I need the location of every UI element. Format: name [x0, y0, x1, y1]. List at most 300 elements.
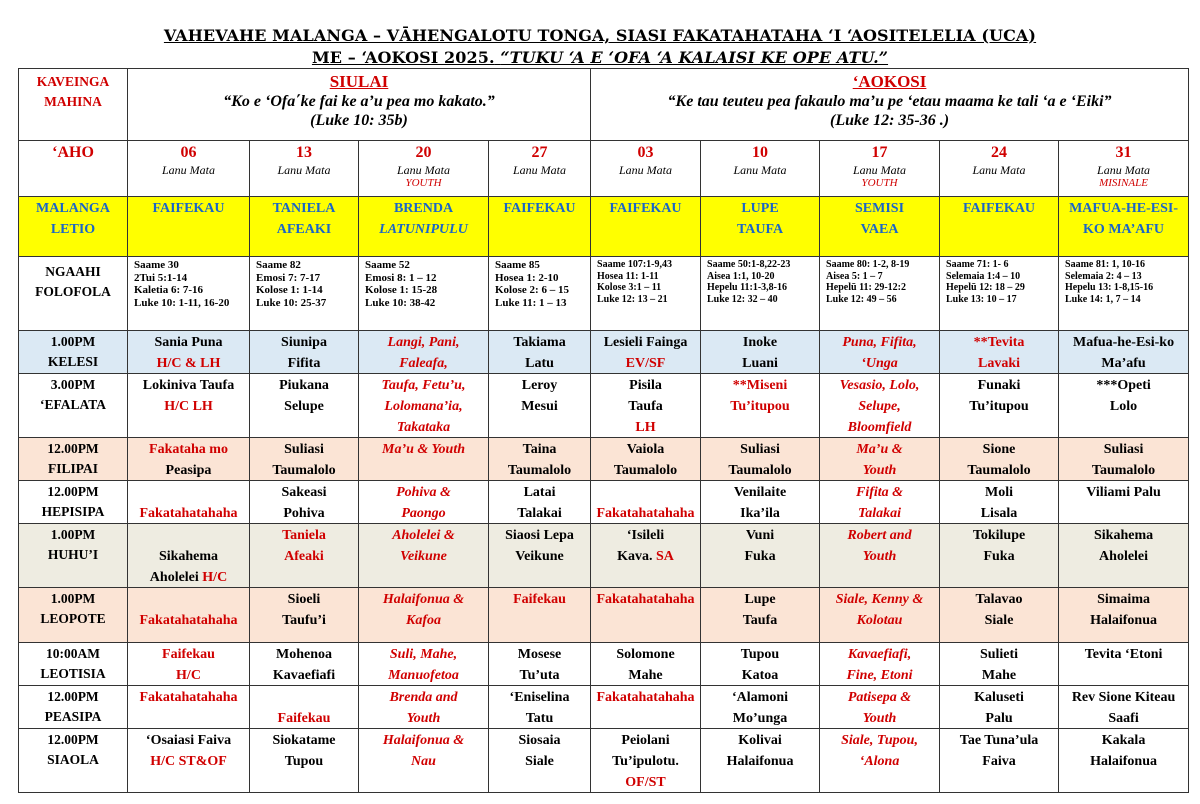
- assignment-cell: [359, 686, 489, 729]
- congregation-name: LEOPOTE: [40, 611, 106, 626]
- assignment-line: H/C ST&OF: [150, 754, 227, 769]
- assignment-line: Siaosi Lepa: [505, 528, 574, 543]
- assignment-line: [250, 686, 358, 707]
- preacher-name-line: BRENDA: [393, 201, 454, 216]
- assignment-line: Takiama: [513, 335, 566, 350]
- assignment-line: Veikune: [400, 549, 447, 564]
- preacher-name-line: FAIFEKAU: [609, 201, 682, 216]
- assignment-line: H/C LH: [164, 399, 213, 414]
- assignment-line: Bloomfield: [847, 420, 912, 435]
- assignment-line: Fakatahatahaha: [139, 613, 238, 628]
- assignment-cell: [940, 481, 1059, 524]
- date-liturgical-colour: Lanu Mata: [396, 163, 450, 177]
- assignment-line: Lisala: [980, 506, 1018, 521]
- assignment-line: Sania Puna: [154, 335, 223, 350]
- assignment-line: Lavaki: [978, 356, 1021, 371]
- assignment-line: Tu’ipulotu.: [612, 754, 679, 769]
- assignment-line: **Tevita: [973, 335, 1025, 350]
- assignment-line: Faifekau: [162, 647, 215, 662]
- assignment-cell: [359, 481, 489, 524]
- assignment-line: Youth: [406, 711, 441, 726]
- assignment-cell: [128, 438, 250, 481]
- assignment-cell: [940, 524, 1059, 588]
- assignment-line: Vuni: [745, 528, 775, 543]
- month-july-cell: [128, 69, 591, 141]
- assignment-cell: [489, 588, 591, 643]
- assignment-line: Kakala: [1101, 733, 1146, 748]
- scripture-readings: Saame 50:1-8,22-23 Aisea 1:1, 10-20 Hepelu 11:1-3,8-16 Luke 12: 32 – 40: [707, 259, 791, 305]
- month-august-cell: [591, 69, 1189, 141]
- month-row: [19, 69, 1189, 141]
- date-liturgical-colour: Lanu Mata: [733, 163, 787, 177]
- date-liturgical-colour: Lanu Mata: [619, 163, 673, 177]
- assignment-line: OF/ST: [625, 775, 666, 790]
- assignment-line: H/C & LH: [156, 356, 221, 371]
- assignment-line: Mo’unga: [732, 711, 788, 726]
- preacher-name-line: LUPE: [741, 201, 779, 216]
- assignment-line: [591, 481, 700, 502]
- month-name: SIULAI: [329, 72, 389, 91]
- assignment-line: [128, 524, 249, 545]
- service-time: 12.00PM: [47, 441, 99, 456]
- assignment-cell: [128, 481, 250, 524]
- assignment-line: Vaiola: [626, 442, 665, 457]
- assignment-line: Faiva: [982, 754, 1016, 769]
- congregation-row: [19, 374, 1189, 438]
- preacher-name-line: MAFUA-HE-ESI-: [1069, 201, 1178, 216]
- assignment-line: [128, 566, 249, 587]
- scripture-readings: Saame 85 Hosea 1: 2-10 Kolose 2: 6 – 15 Luke 11: 1 – 13: [495, 259, 569, 309]
- preacher-cell: [128, 197, 250, 257]
- congregation-name: ‘EFALATA: [40, 397, 106, 412]
- date-cell: [940, 141, 1059, 197]
- assignment-cell: [820, 331, 940, 374]
- assignment-cell: [820, 374, 940, 438]
- assignment-cell: [489, 481, 591, 524]
- assignment-line: Suli, Mahe,: [389, 647, 458, 662]
- assignment-cell: [250, 374, 359, 438]
- date-liturgical-colour: Lanu Mata: [513, 163, 567, 177]
- preacher-cell: [940, 197, 1059, 257]
- assignment-line: Moli: [985, 485, 1014, 500]
- date-liturgical-colour: Lanu Mata: [277, 163, 331, 177]
- assignment-line: Mafua-he-Esi-ko: [1072, 335, 1175, 350]
- assignment-line: ‘Alona: [859, 754, 900, 769]
- assignment-line: Solomone: [616, 647, 675, 662]
- assignment-line: Tae Tuna’ula: [959, 733, 1039, 748]
- month-theme-quote: “Ke tau teuteu pea fakaulo ma’u pe ‘etau maama ke tali ‘a e ‘Eiki”: [667, 93, 1112, 110]
- date-number: 20: [415, 144, 432, 161]
- assignment-cell: [1059, 331, 1189, 374]
- date-number: 27: [531, 144, 548, 161]
- assignment-line: Taumalolo: [728, 463, 792, 478]
- assignment-line: Taumalolo: [507, 463, 572, 478]
- preacher-name-line: AFEAKI: [276, 222, 332, 237]
- date-liturgical-colour: Lanu Mata: [853, 163, 907, 177]
- assignment-cell: [820, 524, 940, 588]
- assignment-line: Mesui: [521, 399, 558, 414]
- assignment-line: Tu’uta: [519, 668, 560, 683]
- assignment-line: Siunipa: [281, 335, 327, 350]
- month-name: ‘AOKOSI: [852, 72, 927, 91]
- assignment-cell: [591, 524, 701, 588]
- assignment-cell: [489, 643, 591, 686]
- preacher-name-line: KO MA’AFU: [1083, 222, 1165, 237]
- assignment-line: Aholelei: [1099, 549, 1149, 564]
- assignment-line: Sikahema: [158, 549, 219, 564]
- assignment-cell: [820, 729, 940, 793]
- date-number: 31: [1115, 144, 1132, 161]
- scripture-readings: Saame 71: 1- 6 Selemaia 1:4 – 10 Hepelū 12: 18 – 29 Luke 13: 10 – 17: [946, 259, 1025, 305]
- scripture-readings: Saame 81: 1, 10-16 Selemaia 2: 4 – 13 Hepelu 13: 1-8,15-16 Luke 14: 1, 7 – 14: [1065, 259, 1154, 305]
- assignment-line: [128, 588, 249, 609]
- assignment-cell: [489, 438, 591, 481]
- preacher-name-line: FAIFEKAU: [962, 201, 1036, 216]
- assignment-line: Taumalolo: [1091, 463, 1156, 478]
- assignment-cell: [591, 643, 701, 686]
- assignment-line: Kavaefiafi: [272, 668, 336, 683]
- assignment-line: Nau: [411, 754, 436, 769]
- scripture-readings: Saame 82 Emosi 7: 7-17 Kolose 1: 1-14 Luke 10: 25-37: [256, 259, 327, 309]
- assignment-line: ***Opeti: [1096, 378, 1151, 393]
- assignment-line: Siale, Tupou,: [841, 733, 918, 748]
- assignment-cell: [591, 588, 701, 643]
- scripture-readings: Saame 30 2Tui 5:1-14 Kaletia 6: 7-16 Luke 10: 1-11, 16-20: [134, 259, 230, 309]
- assignment-line: Mohenoa: [276, 647, 332, 662]
- assignment-line: LH: [635, 420, 656, 435]
- readings-cell: [250, 257, 359, 331]
- assignment-line: Suliasi: [740, 442, 780, 457]
- assignment-line: EV/SF: [625, 356, 666, 371]
- assignment-line: Brenda and: [389, 690, 458, 705]
- preacher-label-cell: [19, 197, 128, 257]
- assignment-cell: [701, 686, 820, 729]
- assignment-line: Lolo: [1109, 399, 1138, 414]
- assignment-cell: [940, 331, 1059, 374]
- assignment-line: H/C: [176, 668, 201, 683]
- assignment-line: Taufu’i: [282, 613, 326, 628]
- congregation-label-cell: [19, 438, 128, 481]
- assignment-line: [128, 481, 249, 502]
- preacher-cell: [489, 197, 591, 257]
- month-theme-ref: (Luke 10: 35b): [310, 112, 408, 129]
- congregation-row: [19, 686, 1189, 729]
- assignment-line: Peasipa: [165, 463, 212, 478]
- preacher-cell: [701, 197, 820, 257]
- assignment-line: Fuka: [744, 549, 776, 564]
- assignment-cell: [128, 729, 250, 793]
- date-number: 24: [991, 144, 1008, 161]
- assignment-line: **Miseni: [732, 378, 788, 393]
- assignment-line: Kafoa: [406, 613, 441, 628]
- assignment-cell: [359, 524, 489, 588]
- congregation-row: [19, 729, 1189, 793]
- assignment-line: Leroy: [521, 378, 558, 393]
- assignment-line: [591, 545, 700, 566]
- preacher-cell: [591, 197, 701, 257]
- assignment-code: SA: [656, 549, 674, 564]
- assignment-line: Kolivai: [738, 733, 782, 748]
- assignment-line: Afeaki: [284, 549, 324, 564]
- assignment-cell: [940, 729, 1059, 793]
- readings-cell: [359, 257, 489, 331]
- assignment-cell: [591, 686, 701, 729]
- preacher-label-line: MALANGA: [36, 201, 110, 216]
- assignment-cell: [940, 374, 1059, 438]
- assignment-line: Tatu: [525, 711, 554, 726]
- assignment-cell: [940, 643, 1059, 686]
- date-liturgical-colour: Lanu Mata: [972, 163, 1026, 177]
- assignment-line: Lupe: [744, 592, 776, 607]
- preacher-cell: [359, 197, 489, 257]
- assignment-cell: [701, 524, 820, 588]
- date-cell: [359, 141, 489, 197]
- assignment-cell: [701, 588, 820, 643]
- congregation-name: PEASIPA: [44, 709, 102, 724]
- assignment-cell: [820, 481, 940, 524]
- assignment-line: Youth: [862, 549, 897, 564]
- assignment-cell: [128, 588, 250, 643]
- assignment-line: Pohiva &: [396, 485, 451, 500]
- assignment-cell: [820, 686, 940, 729]
- assignment-line: Taufa: [628, 399, 663, 414]
- assignment-cell: [250, 438, 359, 481]
- assignment-line: Talavao: [975, 592, 1023, 607]
- date-special-note: YOUTH: [861, 177, 898, 189]
- assignment-cell: [820, 588, 940, 643]
- congregation-label-cell: [19, 729, 128, 793]
- month-theme-ref: (Luke 12: 35-36 .): [830, 112, 950, 129]
- congregation-label-cell: [19, 374, 128, 438]
- preacher-label-line: LETIO: [50, 222, 96, 237]
- assignment-cell: [701, 729, 820, 793]
- scripture-readings: Saame 107:1-9,43 Hosea 11: 1-11 Kolose 3:1 – 11 Luke 12: 13 – 21: [597, 259, 673, 305]
- assignment-line: Latai: [523, 485, 556, 500]
- assignment-line: Fifita &: [855, 485, 904, 500]
- corner-label-line: KAVEINGA: [36, 74, 110, 89]
- assignment-cell: [128, 643, 250, 686]
- assignment-cell: [250, 643, 359, 686]
- aho-label-cell: [19, 141, 128, 197]
- assignment-line: Tokilupe: [972, 528, 1026, 543]
- assignment-line: Sione: [982, 442, 1016, 457]
- assignment-cell: [940, 588, 1059, 643]
- congregation-label-cell: [19, 524, 128, 588]
- date-cell: [250, 141, 359, 197]
- congregation-row: [19, 643, 1189, 686]
- corner-label-cell: [19, 69, 128, 141]
- assignment-line: Sulieti: [979, 647, 1019, 662]
- assignment-line: Lolomana’ia,: [384, 399, 463, 414]
- assignment-line: Inoke: [742, 335, 778, 350]
- assignment-line: Lokiniva Taufa: [142, 378, 235, 393]
- assignment-line: Faifekau: [277, 711, 331, 726]
- congregation-name: LEOTISIA: [40, 666, 106, 681]
- assignment-line: Halaifonua: [726, 754, 794, 769]
- assignment-cell: [250, 481, 359, 524]
- preacher-cell: [250, 197, 359, 257]
- assignment-line: Siosaia: [518, 733, 561, 748]
- assignment-line: Luani: [742, 356, 778, 371]
- assignment-line: Tupou: [740, 647, 780, 662]
- assignment-cell: [359, 438, 489, 481]
- date-number: 13: [296, 144, 312, 161]
- congregation-name: HEPISIPA: [41, 504, 105, 519]
- date-liturgical-colour: Lanu Mata: [1097, 163, 1151, 177]
- preacher-name-line: FAIFEKAU: [152, 201, 225, 216]
- assignment-cell: [1059, 374, 1189, 438]
- assignment-line: Langi, Pani,: [387, 335, 460, 350]
- assignment-line: Tu’itupou: [730, 399, 790, 414]
- assignment-line: Siokatame: [272, 733, 336, 748]
- assignment-line: Kolotau: [856, 613, 903, 628]
- assignment-cell: [591, 438, 701, 481]
- assignment-line: Fakatahatahaha: [139, 506, 238, 521]
- assignment-line: Taufa: [742, 613, 778, 628]
- assignment-cell: [250, 686, 359, 729]
- scripture-readings: Saame 80: 1-2, 8-19 Aisea 5: 1 – 7 Hepelū 11: 29-12:2 Luke 12: 49 – 56: [826, 259, 910, 305]
- assignment-cell: [701, 374, 820, 438]
- assignment-line: Robert and: [847, 528, 912, 543]
- date-liturgical-colour: Lanu Mata: [161, 163, 215, 177]
- assignment-line: Pohiva: [283, 506, 325, 521]
- assignment-line: Taina: [522, 442, 557, 457]
- assignment-line: Paongo: [401, 506, 446, 521]
- assignment-line: Fakatahatahaha: [596, 592, 695, 607]
- readings-cell: [1059, 257, 1189, 331]
- assignment-line: Funaki: [977, 378, 1021, 393]
- assignment-line: Halaifonua: [1090, 754, 1157, 769]
- date-number: 03: [637, 144, 654, 161]
- assignment-line: Halaifonua &: [382, 592, 465, 607]
- roster-subtitle: [0, 48, 1200, 67]
- assignment-line: Selupe,: [858, 399, 901, 414]
- assignment-line: Talakai: [857, 506, 902, 521]
- readings-cell: [489, 257, 591, 331]
- assignment-line: Patisepa &: [847, 690, 912, 705]
- assignment-cell: [1059, 588, 1189, 643]
- service-time: 12.00PM: [47, 732, 99, 747]
- assignment-line: Faleafa,: [399, 356, 448, 371]
- assignment-cell: [359, 643, 489, 686]
- assignment-cell: [1059, 481, 1189, 524]
- congregation-row: [19, 524, 1189, 588]
- assignment-line: Ika’ila: [740, 506, 780, 521]
- preacher-row: [19, 197, 1189, 257]
- assignment-line: Youth: [862, 711, 897, 726]
- preaching-roster-table: [18, 68, 1189, 793]
- assignment-line: Latu: [525, 356, 554, 371]
- congregation-row: [19, 588, 1189, 643]
- assignment-line: Fifita: [287, 356, 321, 371]
- assignment-line: Tupou: [284, 754, 324, 769]
- assignment-line: Taniela: [282, 528, 326, 543]
- date-cell: [489, 141, 591, 197]
- readings-cell: [591, 257, 701, 331]
- congregation-label-cell: [19, 481, 128, 524]
- assignment-line: Taumalolo: [613, 463, 678, 478]
- readings-label-line: FOLOFOLA: [35, 284, 111, 299]
- preacher-name-line: LATUNIPULU: [379, 222, 468, 237]
- assignment-line: Halaifonua: [1090, 613, 1157, 628]
- assignment-line: Peiolani: [621, 733, 670, 748]
- date-special-note: YOUTH: [405, 177, 442, 189]
- assignment-line: Talakai: [517, 506, 562, 521]
- assignment-line: ‘Alamoni: [732, 690, 789, 705]
- assignment-line: Sioeli: [287, 592, 321, 607]
- date-number: 06: [180, 144, 197, 161]
- service-time: 12.00PM: [47, 484, 99, 499]
- assignment-line: ‘Eniselina: [509, 690, 570, 705]
- assignment-line: Siale: [525, 754, 554, 769]
- assignment-line: ‘Osaiasi Faiva: [145, 733, 232, 748]
- date-number: 17: [871, 144, 888, 161]
- assignment-code: H/C: [202, 570, 228, 585]
- assignment-line: Fakatahatahaha: [596, 690, 695, 705]
- assignment-line: Fine, Etoni: [846, 668, 913, 683]
- service-time: 1.00PM: [50, 527, 96, 542]
- date-cell: [820, 141, 940, 197]
- assignment-line: Simaima: [1097, 592, 1150, 607]
- assignment-cell: [250, 524, 359, 588]
- assignment-cell: [701, 481, 820, 524]
- assignment-line: Palu: [985, 711, 1013, 726]
- subtitle-period: ME – ‘AOKOSI 2025.: [311, 48, 495, 67]
- assignment-cell: [128, 331, 250, 374]
- date-number: 10: [752, 144, 769, 161]
- scripture-readings: Saame 52 Emosi 8: 1 – 12 Kolose 1: 15-28 Luke 10: 38-42: [365, 259, 438, 309]
- date-row: [19, 141, 1189, 197]
- preacher-cell: [1059, 197, 1189, 257]
- preacher-name-line: FAIFEKAU: [503, 201, 576, 216]
- assignment-line: Selupe: [284, 399, 324, 414]
- readings-label-line: NGAAHI: [45, 264, 101, 279]
- assignment-line: Rev Sione Kiteau: [1071, 690, 1176, 705]
- date-cell: [1059, 141, 1189, 197]
- assignment-line: Piukana: [279, 378, 329, 393]
- preacher-name-line: TANIELA: [272, 201, 336, 216]
- assignment-cell: [489, 524, 591, 588]
- assignment-line: Vesasio, Lolo,: [839, 378, 920, 393]
- assignment-line: Saafi: [1108, 711, 1139, 726]
- assignment-cell: [701, 331, 820, 374]
- readings-cell: [940, 257, 1059, 331]
- congregation-name: HUHU’I: [47, 547, 99, 562]
- corner-label-line: MAHINA: [44, 94, 102, 109]
- assignment-cell: [591, 374, 701, 438]
- readings-label-cell: [19, 257, 128, 331]
- assignment-line: Veikune: [515, 549, 564, 564]
- service-time: 3.00PM: [50, 377, 96, 392]
- assignment-line: Manuofetoa: [388, 668, 459, 683]
- assignment-cell: [489, 686, 591, 729]
- assignment-cell: [489, 729, 591, 793]
- assignment-cell: [940, 686, 1059, 729]
- service-time: 12.00PM: [47, 689, 99, 704]
- subtitle-theme: “TUKU ‘A E ‘OFA ‘A KALAISI KE OPE ATU.”: [500, 48, 889, 67]
- assignment-cell: [1059, 729, 1189, 793]
- assignment-line: Ma’u & Youth: [382, 442, 465, 457]
- assignment-line: Fakatahatahaha: [596, 506, 695, 521]
- service-time: 1.00PM: [50, 334, 96, 349]
- readings-row: [19, 257, 1189, 331]
- assignment-cell: [701, 643, 820, 686]
- date-special-note: MISINALE: [1099, 177, 1148, 189]
- assignment-cell: [359, 331, 489, 374]
- assignment-line: ‘Isileli: [626, 528, 665, 543]
- assignment-line: Sakeasi: [281, 485, 327, 500]
- assignment-cell: [128, 686, 250, 729]
